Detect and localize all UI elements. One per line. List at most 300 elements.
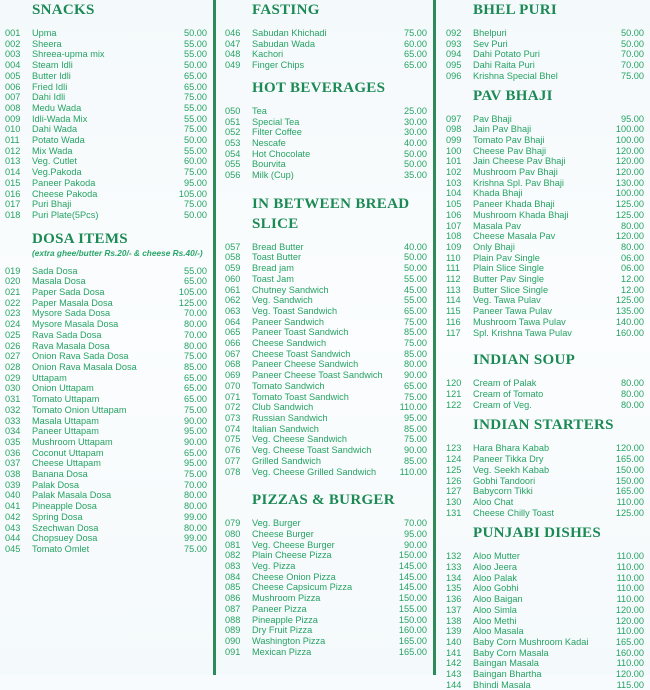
menu-item-price: 140.00 (615, 316, 644, 327)
menu-item (225, 424, 427, 435)
menu-item-price: 95.00 (184, 426, 207, 437)
menu-item-name: Chopsuey Dosa (32, 533, 98, 544)
menu-item-code: 001 (5, 28, 21, 38)
menu-item (225, 540, 427, 551)
menu-item-code: 048 (225, 49, 241, 60)
menu-item-code: 062 (225, 295, 241, 306)
menu-item-price: 75.00 (184, 167, 207, 178)
menu-item-price: 150.00 (615, 475, 644, 486)
menu-item-name: Cheese Sandwich (252, 338, 327, 349)
menu-item-name: Onion Uttapam (32, 383, 94, 394)
menu-item-name: Hot Chocolate (252, 148, 311, 159)
menu-item (225, 28, 427, 39)
menu-item (5, 523, 207, 534)
menu-item-code: 026 (5, 340, 21, 351)
menu-item-price: 160.00 (615, 327, 644, 338)
menu-item (446, 551, 644, 562)
menu-item (5, 405, 207, 416)
menu-item-price: 80.00 (404, 359, 427, 370)
menu-item-name: Cheese Masala Pav (473, 231, 556, 242)
menu-item-name: Jain Pav Bhaji (473, 124, 532, 135)
section-title: IN BETWEEN BREAD SLICE (252, 195, 410, 232)
menu-item-price: 165.00 (615, 636, 644, 647)
menu-item-price: 110.00 (616, 626, 644, 637)
menu-item (5, 276, 207, 287)
menu-item-code: 035 (5, 436, 21, 447)
menu-item-price: 125.00 (178, 297, 207, 308)
menu-item-name: Tea (252, 105, 267, 116)
section-indian-soup (446, 338, 644, 410)
menu-item-name: Shreea-upma mix (32, 49, 105, 60)
menu-item-code: 111 (446, 263, 460, 274)
menu-item-name: Paneer Cheese Sandwich (252, 359, 359, 370)
menu-item-price: 120.00 (615, 167, 644, 178)
section-hot-beverages (225, 71, 427, 181)
menu-item-name: Italian Sandwich (252, 423, 319, 434)
menu-item-name: Cheese Toast Sandwich (252, 348, 351, 359)
menu-item-price: 100.00 (615, 188, 644, 199)
section-title: INDIAN STARTERS (473, 417, 614, 434)
menu-item (225, 615, 427, 626)
menu-item (446, 508, 644, 519)
menu-item (225, 252, 427, 263)
menu-item (446, 210, 644, 221)
menu-item-price: 110.00 (616, 583, 644, 594)
menu-item (225, 60, 427, 71)
menu-item-price: 80.00 (184, 501, 207, 512)
menu-item (225, 445, 427, 456)
menu-item-name: Cheese Uttapam (32, 458, 101, 469)
menu-item-name: Spring Dosa (32, 511, 83, 522)
menu-item (5, 298, 207, 309)
menu-item (225, 636, 427, 647)
menu-item (446, 188, 644, 199)
menu-item-price: 110.00 (399, 466, 427, 477)
menu-item-code: 116 (446, 316, 461, 327)
menu-item-list (225, 518, 427, 657)
menu-item-price: 165.00 (398, 646, 427, 657)
menu-item-code: 135 (446, 583, 462, 594)
menu-item-code: 024 (5, 319, 21, 330)
menu-item-name: Special Tea (252, 116, 300, 127)
menu-item-name: Palak Masala Dosa (32, 490, 112, 501)
menu-item-price: 55.00 (404, 295, 427, 306)
menu-item (5, 469, 207, 480)
menu-item-name: Hara Bhara Kabab (473, 443, 550, 454)
menu-item-price: 160.00 (615, 647, 644, 658)
menu-item-code: 025 (5, 329, 21, 340)
menu-item-price: 12.00 (621, 284, 644, 295)
menu-item-name: Mexican Pizza (252, 646, 312, 657)
menu-item-code: 070 (225, 380, 241, 391)
menu-item-code: 018 (5, 209, 21, 220)
menu-item-code: 043 (5, 522, 21, 533)
menu-item-name: Veg. Cheese Burger (252, 539, 335, 550)
menu-item-name: Paneer Cheese Toast Sandwich (252, 370, 383, 381)
menu-item-price: 80.00 (621, 241, 644, 252)
menu-item-name: Aloo Palak (473, 572, 517, 583)
section-title: DOSA ITEMS (32, 230, 128, 247)
menu-item-name: Potato Wada (32, 135, 85, 146)
menu-item-code: 045 (5, 543, 21, 554)
menu-item-list (225, 242, 427, 477)
menu-item (446, 263, 644, 274)
menu-item-name: Mushroom Pizza (252, 593, 321, 604)
menu-item (446, 49, 644, 60)
menu-item-code: 123 (446, 443, 462, 454)
menu-item (5, 341, 207, 352)
menu-item-name: Plain Slice Single (473, 263, 544, 274)
menu-item-price: 65.00 (184, 276, 207, 287)
menu-item (225, 529, 427, 540)
menu-item-name: Dahi Raita Puri (473, 60, 535, 71)
menu-item-name: Dahi Wada (32, 124, 78, 135)
menu-item-name: Veg. Toast Sandwich (252, 305, 338, 316)
menu-item-price: 35.00 (404, 170, 427, 181)
menu-item-price: 75.00 (404, 28, 427, 38)
menu-item (446, 476, 644, 487)
menu-item-code: 065 (225, 327, 241, 338)
menu-item (446, 486, 644, 497)
menu-item-code: 051 (225, 116, 241, 127)
menu-item-name: Paneer Tikka Dry (473, 454, 544, 465)
menu-item-name: Veg. Pizza (252, 561, 296, 572)
menu-item-code: 094 (446, 49, 462, 60)
menu-item-code: 002 (5, 38, 21, 49)
menu-item-code: 049 (225, 60, 241, 71)
menu-item-price: 06.00 (621, 263, 644, 274)
menu-item (5, 533, 207, 544)
menu-item-code: 064 (225, 316, 241, 327)
menu-item-name: Pineapple Pizza (252, 614, 318, 625)
menu-item-name: Medu Wada (32, 102, 82, 113)
menu-item-code: 063 (225, 305, 241, 316)
menu-item-price: 90.00 (404, 445, 427, 456)
menu-item-code: 113 (446, 284, 461, 295)
menu-item-list (446, 114, 644, 339)
menu-item-code: 091 (225, 646, 241, 657)
menu-item-price: 100.00 (615, 124, 644, 135)
menu-item (5, 103, 207, 114)
section-indian-starters (446, 410, 644, 518)
menu-item-list (446, 378, 644, 410)
menu-item-name: Masala Uttapam (32, 415, 99, 426)
menu-item-code: 098 (446, 124, 462, 135)
menu-item-name: Spl. Krishna Tawa Pulav (473, 327, 572, 338)
menu-item-price: 130.00 (615, 177, 644, 188)
menu-item-price: 50.00 (621, 28, 644, 38)
menu-item-code: 040 (5, 490, 21, 501)
menu-item (5, 178, 207, 189)
menu-item-name: Cream of Veg. (473, 399, 532, 410)
menu-item-name: Idli-Wada Mix (32, 113, 88, 124)
menu-item (225, 327, 427, 338)
menu-item-list (446, 551, 644, 690)
menu-item-code: 016 (5, 188, 21, 199)
menu-item (225, 306, 427, 317)
menu-item-code: 012 (5, 145, 21, 156)
menu-item (446, 135, 644, 146)
menu-item-name: Pav Bhaji (473, 113, 512, 124)
menu-item-code: 033 (5, 415, 21, 426)
menu-item-code: 082 (225, 550, 241, 561)
menu-item (446, 594, 644, 605)
menu-item-list (225, 106, 427, 181)
menu-item (446, 274, 644, 285)
menu-item-price: 50.00 (404, 263, 427, 274)
menu-item-price: 85.00 (404, 348, 427, 359)
menu-item-price: 85.00 (404, 455, 427, 466)
menu-item-code: 076 (225, 445, 241, 456)
menu-item-price: 06.00 (621, 252, 644, 263)
menu-item-code: 056 (225, 170, 241, 181)
menu-item (446, 60, 644, 71)
menu-item-name: Sada Dosa (32, 265, 78, 276)
menu-item-price: 105.00 (178, 287, 207, 298)
menu-item-list (446, 28, 644, 82)
menu-item-code: 046 (225, 28, 241, 38)
menu-item-name: Paneer Uttapam (32, 426, 99, 437)
menu-item-code: 140 (446, 636, 462, 647)
menu-item-code: 114 (446, 295, 461, 306)
menu-item (5, 416, 207, 427)
menu-item (5, 544, 207, 555)
menu-item (446, 389, 644, 400)
menu-item-name: Coconut Uttapam (32, 447, 104, 458)
menu-item (5, 383, 207, 394)
menu-item-code: 047 (225, 38, 241, 49)
menu-item-name: Baby Corn Masala (473, 647, 549, 658)
menu-item (225, 370, 427, 381)
menu-item-name: Bread Butter (252, 241, 304, 252)
menu-item-price: 80.00 (621, 399, 644, 410)
menu-item-name: Szechwan Dosa (32, 522, 99, 533)
menu-item (225, 550, 427, 561)
menu-item-price: 40.00 (404, 241, 427, 252)
menu-item-name: Plain Pav Single (473, 252, 540, 263)
section-pav-bhaji (446, 82, 644, 339)
menu-item (446, 626, 644, 637)
menu-item (446, 378, 644, 389)
menu-item-code: 007 (5, 92, 21, 103)
menu-item-name: Cheese Burger (252, 528, 314, 539)
menu-item-name: Tomato Omlet (32, 543, 90, 554)
menu-item-name: Aloo Masala (473, 626, 524, 637)
menu-item-list (5, 28, 207, 221)
menu-item-name: Paper Sada Dosa (32, 287, 105, 298)
menu-item-name: Toast Butter (252, 252, 302, 263)
menu-item (225, 582, 427, 593)
menu-item-name: Chutney Sandwich (252, 284, 329, 295)
menu-item-name: Aloo Chat (473, 496, 514, 507)
menu-item-price: 120.00 (615, 145, 644, 156)
menu-item-name: Pineapple Dosa (32, 501, 97, 512)
menu-item-code: 081 (225, 539, 241, 550)
menu-item-code: 083 (225, 561, 241, 572)
menu-item-name: Tomato Onion Uttapam (32, 404, 127, 415)
menu-item-name: Aloo Mutter (473, 551, 520, 562)
menu-item (225, 274, 427, 285)
menu-item-code: 037 (5, 458, 21, 469)
menu-item-code: 057 (225, 241, 241, 252)
menu-item-price: 120.00 (615, 231, 644, 242)
menu-item-code: 106 (446, 209, 462, 220)
menu-item (225, 402, 427, 413)
menu-item-price: 70.00 (621, 49, 644, 60)
menu-item-code: 143 (446, 669, 462, 680)
menu-item (5, 146, 207, 157)
menu-item-price: 99.00 (184, 511, 207, 522)
menu-item-code: 138 (446, 615, 462, 626)
menu-item-code: 067 (225, 348, 241, 359)
menu-item (225, 170, 427, 181)
menu-item-price: 55.00 (184, 265, 207, 276)
column-divider (433, 0, 436, 675)
menu-item-price: 65.00 (404, 49, 427, 60)
menu-item-name: Kachori (252, 49, 284, 60)
menu-item-price: 70.00 (404, 518, 427, 529)
menu-item (5, 60, 207, 71)
menu-item (225, 117, 427, 128)
menu-item (446, 562, 644, 573)
menu-item-price: 85.00 (404, 423, 427, 434)
menu-item-name: Mysore Sada Dosa (32, 308, 111, 319)
menu-item-list (446, 443, 644, 518)
menu-item (225, 572, 427, 583)
menu-item-price: 120.00 (615, 156, 644, 167)
menu-column-3 (437, 0, 650, 690)
menu-item (5, 448, 207, 459)
menu-item-code: 041 (5, 501, 21, 512)
menu-item (446, 28, 644, 39)
section-title: BHEL PURI (473, 2, 557, 18)
menu-item-name: Bhindi Masala (473, 679, 531, 690)
menu-item-name: Steam Idli (32, 60, 73, 71)
menu-item-price: 65.00 (184, 372, 207, 383)
menu-item-code: 095 (446, 60, 462, 71)
menu-item (5, 199, 207, 210)
menu-item (225, 434, 427, 445)
menu-item (225, 392, 427, 403)
menu-item-price: 85.00 (404, 327, 427, 338)
menu-item-price: 110.00 (616, 496, 644, 507)
menu-item-code: 105 (446, 199, 462, 210)
menu-item-name: Dry Fruit Pizza (252, 625, 313, 636)
menu-item-price: 65.00 (184, 394, 207, 405)
menu-item-code: 071 (225, 391, 241, 402)
menu-item-code: 050 (225, 105, 241, 116)
menu-item-name: Veg. Cutlet (32, 156, 77, 167)
menu-item-price: 75.00 (404, 316, 427, 327)
menu-item (446, 400, 644, 411)
section-punjabi-dishes (446, 518, 644, 690)
menu-item-code: 058 (225, 252, 241, 263)
menu-column-2 (216, 0, 433, 675)
menu-item (5, 39, 207, 50)
menu-item-price: 45.00 (404, 284, 427, 295)
menu-item-name: Tomato Sandwich (252, 380, 325, 391)
menu-item-name: Onion Rava Masala Dosa (32, 361, 137, 372)
menu-item (5, 308, 207, 319)
menu-item (446, 573, 644, 584)
menu-item-code: 107 (446, 220, 462, 231)
menu-item (446, 317, 644, 328)
menu-item (5, 501, 207, 512)
section-title: INDIAN SOUP (473, 352, 576, 369)
menu-item-name: Filter Coffee (252, 127, 302, 138)
menu-item-price: 75.00 (404, 391, 427, 402)
menu-item (225, 349, 427, 360)
menu-item (446, 39, 644, 50)
menu-item (446, 295, 644, 306)
menu-item-name: Butter Slice Single (473, 284, 549, 295)
menu-item (446, 285, 644, 296)
menu-item (5, 49, 207, 60)
menu-item-name: Palak Dosa (32, 479, 79, 490)
menu-item (5, 512, 207, 523)
menu-item-price: 110.00 (616, 572, 644, 583)
menu-item-price: 60.00 (404, 38, 427, 49)
menu-item-price: 65.00 (184, 70, 207, 81)
menu-item-code: 059 (225, 263, 241, 274)
menu-item-name: Bourvita (252, 159, 286, 170)
menu-item-price: 115.00 (616, 679, 644, 690)
menu-item-name: Mushroom Khada Bhaji (473, 209, 569, 220)
menu-item-code: 101 (446, 156, 462, 167)
menu-item-price: 55.00 (184, 102, 207, 113)
menu-item-price: 145.00 (398, 561, 427, 572)
menu-item-code: 004 (5, 60, 21, 71)
menu-item-code: 121 (446, 388, 462, 399)
menu-item-code: 020 (5, 276, 21, 287)
menu-item-name: Mix Wada (32, 145, 73, 156)
menu-item-price: 50.00 (621, 38, 644, 49)
menu-item-code: 103 (446, 177, 462, 188)
menu-item-name: Cream of Tomato (473, 388, 544, 399)
menu-item-code: 078 (225, 466, 241, 477)
menu-item-code: 115 (446, 306, 461, 317)
menu-item-code: 009 (5, 113, 21, 124)
menu-item-code: 096 (446, 70, 462, 81)
menu-item-price: 145.00 (398, 582, 427, 593)
menu-item (446, 454, 644, 465)
menu-item-price: 125.00 (615, 209, 644, 220)
menu-item-price: 110.00 (616, 551, 644, 562)
menu-item (5, 82, 207, 93)
menu-item (446, 146, 644, 157)
menu-item (225, 604, 427, 615)
menu-item-code: 102 (446, 167, 462, 178)
menu-item-code: 144 (446, 679, 462, 690)
menu-item-price: 85.00 (184, 361, 207, 372)
menu-item-code: 072 (225, 402, 241, 413)
menu-item-price: 80.00 (184, 522, 207, 533)
menu-item-code: 108 (446, 231, 462, 242)
menu-item-code: 032 (5, 404, 21, 415)
menu-item-code: 139 (446, 626, 462, 637)
menu-item-code: 112 (446, 274, 461, 285)
menu-item-name: Paneer Khada Bhaji (473, 199, 555, 210)
menu-item-name: Khada Bhaji (473, 188, 523, 199)
menu-item-name: Cheese Chilly Toast (473, 507, 555, 518)
menu-item (5, 287, 207, 298)
menu-item-name: Krishna Special Bhel (473, 70, 558, 81)
menu-item-code: 117 (446, 327, 461, 338)
menu-item (5, 426, 207, 437)
menu-item-name: Baingan Masala (473, 658, 539, 669)
menu-item-price: 110.00 (616, 594, 644, 605)
menu-item-price: 99.00 (184, 533, 207, 544)
